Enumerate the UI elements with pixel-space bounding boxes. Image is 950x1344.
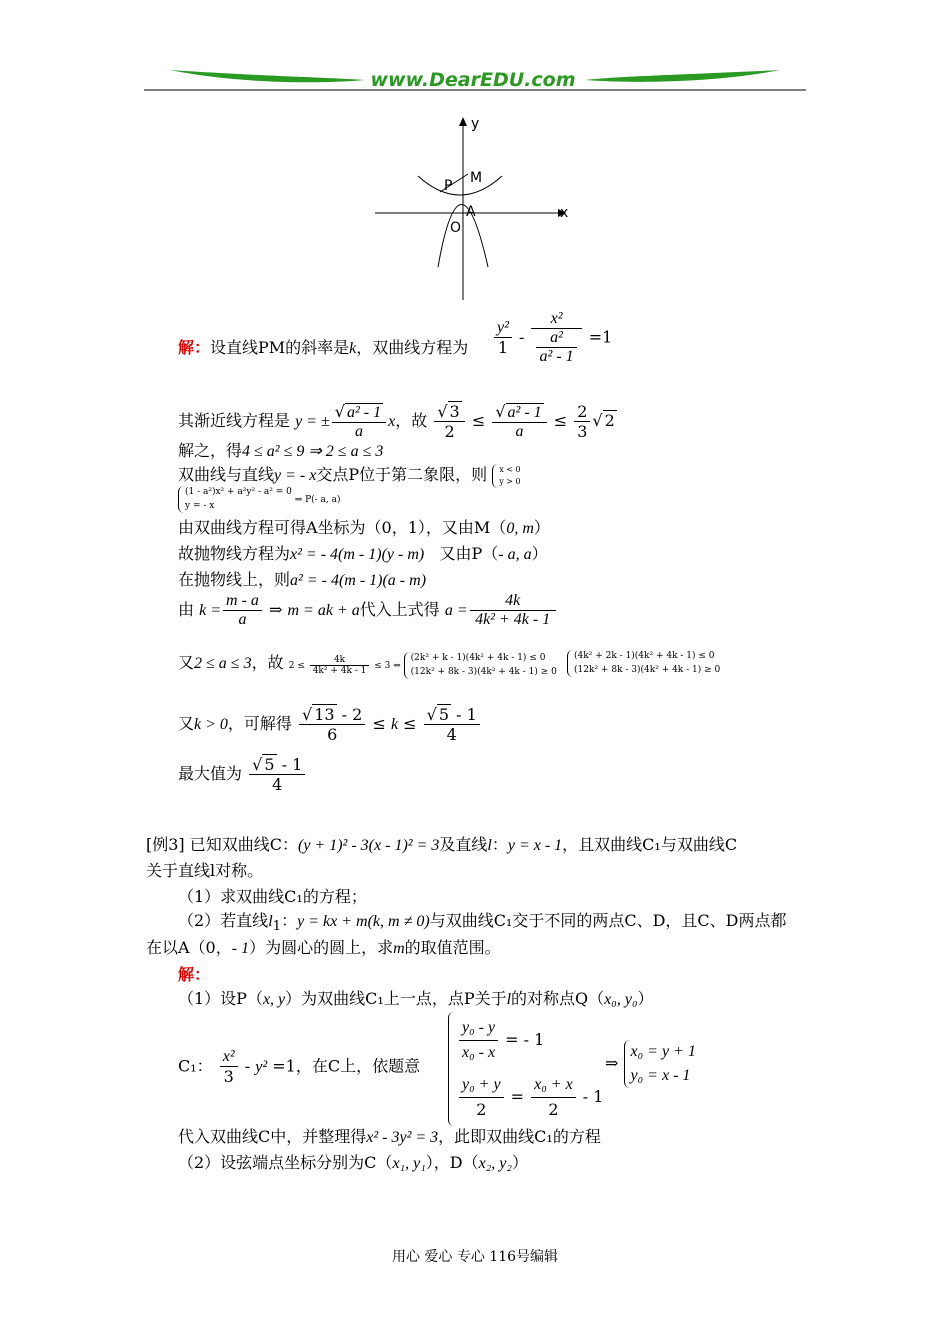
point-p-label: P [444,178,453,194]
sol1-l4-text: 双曲线与直线 [178,465,275,484]
sol1-line4: 双曲线与直线y = - x交点P位于第二象限，则 x < 0 y > 0 [178,464,521,486]
sol2-s4-math2: x₂, y₂ [478,1155,512,1172]
sol1-line9: 又2 ≤ a ≤ 3，故 2 ≤ $\frac{4k}{\text{4k² + 4k - 1}}$ ≤ 3 ⇔ (2k² + k - 1)(4k² + 4k - 1) ≤ 0 (12k² + 8k - 3)(4k² + 4k - 1) ≥ 0 (4k² + 2k - 1)(4k² + 4k - 1) ≤ 0 (12k² + 8k - 3)(4k² + 4k - 1) ≥ 0 [178,650,720,679]
ex3-q3-math: - 1 [231,940,250,957]
sol2-s1b: ）为双曲线C₁上一点，点P关于 [285,989,507,1008]
sol2-line1: （1）设P（x, y）为双曲线C₁上一点，点P关于l的对称点Q（x₀, y₀） [178,989,654,1008]
sol2-s3-math: x² - 3y² = 3 [366,1129,439,1146]
sol1-l5-math: 0, m [506,520,534,537]
point-m-label: M [470,170,483,186]
sol2-s2a: C₁： [178,1056,213,1076]
sol2-s2b: =1，在C上，依题意 [272,1056,421,1076]
sol2-line4 [178,1150,528,1173]
sol1-line8: 由 k = $\frac{m - a}{a}$ ⇒ m = ak + a代入上式得 a = $\frac{4k}{\text{4k² + 4k - 1}}$ [178,592,558,629]
sol1-l7-math: a² = - 4(m - 1)(a - m) [290,572,427,589]
sol1-line1 [178,335,468,358]
sol1-l1-text2: ，双曲线方程为 [356,338,469,357]
ex3-q3: 在以A（0，- 1）为圆心的圆上，求m的取值范围。 [146,938,501,957]
sol1-l10-text2: ，可解得 [227,714,292,733]
sol2-result: ⇒ x₀ = y + 1 y₀ = x - 1 [605,1040,696,1088]
sol1-l3-math: 4 ≤ a² ≤ 9 ⇒ 2 ≤ a ≤ 3 [242,443,384,460]
sol1-l7-text: 在抛物线上，则 [178,570,291,589]
ex3-p1b: 及直线 [439,835,488,854]
sol1-line7 [178,567,426,590]
sol1-line10: 又k > 0，可解得 $\frac{√ 13 - 2}{6}$ ≤ k ≤ $\frac{√ 5 - 1}{4}$ [178,705,482,744]
sol1-l11-text: 最大值为 [178,764,243,783]
sol1-l6-text2: 又由P（ [439,544,499,563]
sol1-l8-text: 由 [178,600,195,619]
y-axis-label: y [471,116,480,132]
sol2-s1c: 的对称点Q（ [511,989,605,1008]
sol1-line2: 其渐近线方程是 y = ± $\frac{\text{√ a² - 1}}{a}$ x，故 $\frac{√ 3}{2}$ ≤ $\frac{\text{√ a² - 1}}{a}$ ≤ $\frac{2}{3}$ √ 2 [178,402,615,441]
ex3-q3c: 的取值范围。 [404,938,501,957]
page-footer: 用心 爱心 专心 116号编辑 [391,1249,559,1265]
ex3-q2: （2）若直线$l_1$：y = kx + m(k, m ≠ 0)与双曲线C₁交于不同的两点C、D，且C、D两点都 [178,911,787,935]
ex3-q2-math: y = kx + m(k, m ≠ 0) [297,913,430,930]
sol1-heading: 解： [178,338,211,357]
ex3-q2a: （2）若直线 [178,911,269,930]
sol1-l2-text: 其渐近线方程是 [178,411,291,430]
y-axis-arrow-icon [459,117,467,126]
sol1-l5-end: ） [533,518,550,537]
sol1-l4-math: y = - x [274,467,317,484]
sol2-s4a: （2）设弦端点坐标分别为C（ [178,1153,393,1172]
sol1-l6-text: 故抛物线方程为 [178,544,291,563]
sol1-l1-text: 设直线PM的斜率是 [210,338,350,357]
brand-text: www.DearEDU.com [370,69,576,91]
sol1-system-small: (1 - a²)x² + a²y² - a² = 0 y = - x ⇒ P(- a, a) [178,486,341,513]
sol1-l9-text: 又 [178,653,195,672]
ex3-p1a: [例3] 已知双曲线C： [146,835,298,854]
sol1-l6-end: ） [531,544,548,563]
origin-label: O [450,220,462,236]
sol2-line3 [178,1124,601,1147]
sol1-line11: 最大值为 $\frac{√ 5 - 1}{4}$ [178,755,307,794]
sol1-l10-math: k > 0 [194,716,228,733]
ex3-p1c: ，且双曲线C₁与双曲线C [562,835,738,854]
sol1-l3-text: 解之，得 [178,441,243,460]
sol2-s1a: （1）设P（ [178,989,263,1008]
ex3-q1: （1）求双曲线C₁的方程； [178,887,367,906]
sol1-l6-math: x² = - 4(m - 1)(y - m) [290,546,425,563]
sol1-line5 [178,515,550,538]
sol2-s1d: ） [637,989,654,1008]
sol1-l9-math: 2 ≤ a ≤ 3 [194,655,252,672]
sol2-s4-math: x₁, y₁ [392,1155,426,1172]
sol2-s1-math: x, y [262,991,286,1008]
ex3-q3b: ）为圆心的圆上，求 [249,938,394,957]
ex3-q2b: 与双曲线C₁交于不同的两点C、D，且C、D两点都 [429,911,787,930]
sol2-line2: C₁： $\frac{\text{x²}}{3}$ - y² =1，在C上，依题意 [178,1048,421,1086]
sol1-l6-math2: - a, a [498,546,532,563]
sol2-heading: 解： [178,965,211,984]
ex3-p1-math2: y = x - 1 [507,837,563,854]
x-axis-label: x [560,205,569,221]
sol2-system: $\frac{\text{y₀ - y}}{\text{x₀ - x}}$ = - 1 $\frac{\text{y₀ + y}}{2}$ = $\frac{\text{x₀ + x}}{2}$ - 1 [448,1012,603,1126]
sol2-s3b: ，此即双曲线C₁的方程 [438,1127,601,1146]
point-a-label: A [466,204,476,220]
sol1-l8-text2: 代入上式得 [359,600,440,619]
sol2-s3a: 代入双曲线C中，并整理得 [178,1127,367,1146]
hyperbola-equation: $\frac{\text{y²}}{1}$ - $\frac{\text{x²}}{\frac{\text{a²}}{\text{a² - 1}}}$ =1 [492,310,612,366]
right-leaf-swoosh [585,70,780,82]
sol2-s4b: ），D（ [425,1153,479,1172]
graph-figure [370,112,580,307]
sol1-l5-text: 由双曲线方程可得A坐标为（0，1），又由M（ [178,518,507,537]
sol1-l10-text: 又 [178,714,195,733]
sol1-l1-k: k [349,340,357,357]
sol2-s1-math2: x₀, y₀ [604,991,638,1008]
sol1-line3 [178,438,383,461]
sol1-l4-text2: 交点P位于第二象限，则 [316,465,488,484]
sol2-s4c: ） [511,1153,528,1172]
ex3-line1: [例3] 已知双曲线C：(y + 1)² - 3(x - 1)² = 3及直线l：y = x - 1，且双曲线C₁与双曲线C [146,835,738,854]
sol1-l9-text2: ，故 [251,653,284,672]
sol1-l2-text2: ，故 [395,411,428,430]
ex3-q3a: 在以A（0， [146,938,232,957]
sol1-line6 [178,541,548,564]
header-banner [140,62,810,94]
ex3-line2: 关于直线l对称。 [146,861,264,880]
left-leaf-swoosh [170,70,365,82]
hyperbola-eq-rhs: =1 [588,327,613,347]
ex3-p1-math: (y + 1)² - 3(x - 1)² = 3 [298,837,440,854]
